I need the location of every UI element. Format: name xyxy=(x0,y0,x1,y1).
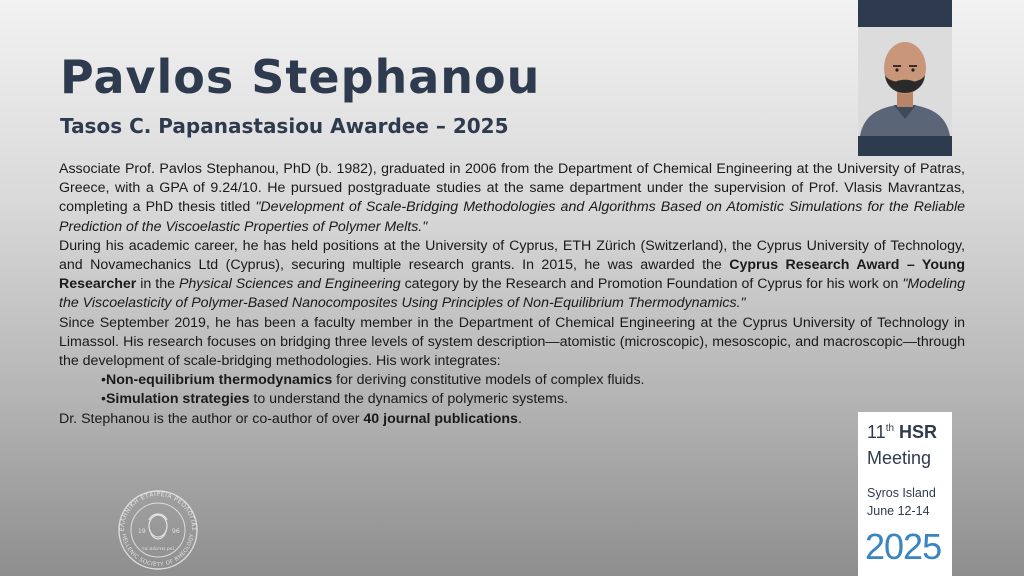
bio-bullet-1 xyxy=(59,371,965,390)
bullet-marker: • xyxy=(101,391,106,408)
photo-frame xyxy=(858,0,952,156)
bio-p4-text: Dr. Stephanou is the author or co-author of over xyxy=(59,410,364,427)
seal-motto: τα πάντα ρεί xyxy=(141,546,175,552)
event-location: Syros Island xyxy=(867,486,936,500)
seal-greek-text: ΕΛΛΗΝΙΚΗ ΕΤΑΙΡΕΙΑ ΡΕΟΛΟΓΙΑΣ xyxy=(118,490,198,532)
bio-paragraph-1 xyxy=(59,160,965,237)
bio-paragraph-2 xyxy=(59,237,965,314)
event-ordinal: th xyxy=(885,423,895,434)
bio-p2-text: During his academic career, he has held positions at the University of Cyprus, ETH Zürich (Switzerland), the Cyprus University of Technology, and Novamechanics Ltd (Cyprus), securing multiple research grants. In 2015, he was awarded the xyxy=(59,237,965,274)
svg-text:ΕΛΛΗΝΙΚΗ ΕΤΑΙΡΕΙΑ ΡΕΟΛΟΓΙΑΣ xyxy=(119,491,197,531)
bio-publication-count: 40 journal publications xyxy=(363,410,518,427)
society-seal-logo xyxy=(112,490,204,570)
portrait-illustration xyxy=(858,27,952,136)
page-title: Pavlos Stephanou xyxy=(60,50,541,104)
biography xyxy=(59,160,965,429)
seal-year-left: 19 xyxy=(138,528,146,535)
bio-paragraph-4 xyxy=(59,410,965,429)
bullet-text: for deriving constitutive models of complex fluids. xyxy=(332,372,645,389)
bio-p4-end: . xyxy=(517,410,522,427)
bullet-text: to understand the dynamics of polymeric systems. xyxy=(249,391,569,408)
bio-award-work: "Modeling the Viscoelasticity of Polymer-Based Nanocomposites Using Principles of Non-Equilibrium Thermodynamics." xyxy=(59,276,965,312)
bio-p2-mid: category by the Research and Promotion Foundation of Cyprus for his work on xyxy=(400,276,903,293)
bio-p2-in: in the xyxy=(136,276,179,293)
bio-paragraph-3: Since September 2019, he has been a faculty member in the Department of Chemical Engineering at the Cyprus University of Technology in Limassol. His research focuses on bridging three levels of system description—atomistic (microscopic), mesoscopic, and macroscopic—through the development of scale-bridging methodologies. His work integrates: xyxy=(59,314,965,370)
event-info-box xyxy=(858,412,952,576)
event-year: 2025 xyxy=(865,526,942,567)
portrait-photo xyxy=(858,27,952,136)
bullet-bold: Non-equilibrium thermodynamics xyxy=(105,372,333,389)
bio-bullet-2 xyxy=(59,390,965,409)
seal-english-text: HELLENIC SOCIETY OF RHEOLOGY xyxy=(120,533,196,569)
bio-award-name: Cyprus Research Award – Young Researcher xyxy=(59,257,965,293)
event-meeting: Meeting xyxy=(867,448,932,468)
event-title xyxy=(867,422,937,443)
bio-p1-text: Associate Prof. Pavlos Stephanou, PhD (b. 1982), graduated in 2006 from the Department of Chemical Engineering at the University of Patras, Greece, with a GPA of 9.24/10. He pursued postgraduate studies at the same department under the supervision of Prof. Vlasis Mavrantzas, completing a PhD thesis titled xyxy=(59,161,965,216)
bio-thesis-title: "Development of Scale-Bridging Methodologies and Algorithms Based on Atomistic Simulations for the Reliable Prediction of the Viscoelastic Properties of Polymer Melts." xyxy=(59,199,965,235)
bullet-marker: • xyxy=(101,372,106,389)
bullet-bold: Simulation strategies xyxy=(105,391,250,408)
bio-award-category: Physical Sciences and Engineering xyxy=(178,276,401,293)
event-org: HSR xyxy=(899,422,938,442)
event-number: 11 xyxy=(867,422,886,442)
seal-year-right: 96 xyxy=(172,528,180,535)
event-dates: June 12-14 xyxy=(867,504,930,518)
award-subtitle: Tasos C. Papanastasiou Awardee – 2025 xyxy=(60,114,509,138)
